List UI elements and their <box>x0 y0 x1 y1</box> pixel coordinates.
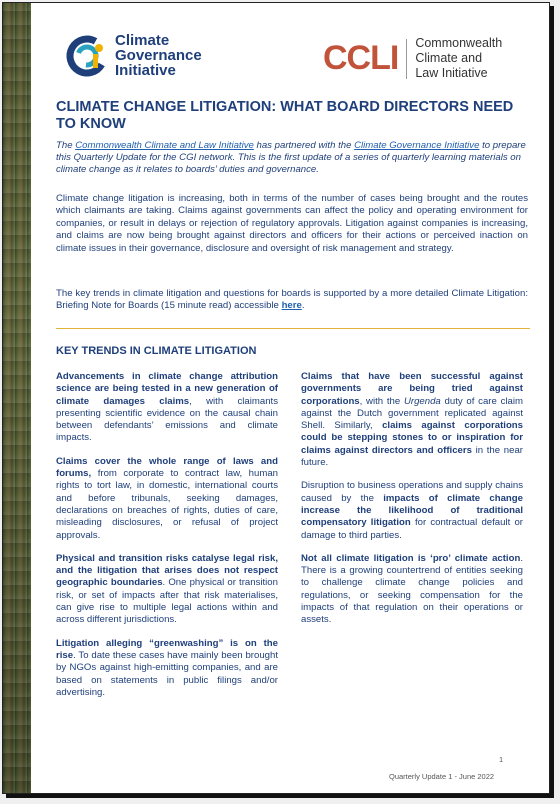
ccli-link[interactable]: Commonwealth Climate and Law Initiative <box>75 140 254 151</box>
cgi-logo[interactable] <box>65 33 202 78</box>
document-page <box>2 2 550 794</box>
trend-item-text: for contractual default or damage to third parties. <box>301 517 523 541</box>
ccli-logo-divider <box>406 39 407 79</box>
case-name: Urgenda <box>403 395 441 407</box>
trend-item-lead: Advancements in climate change attribution science are being tested in a new generation of climate damages claims <box>56 371 278 407</box>
body-paragraph-2 <box>56 288 528 313</box>
trend-item <box>301 371 523 469</box>
trend-item <box>301 480 523 541</box>
trend-item-text: from corporate to contract law, human rights to tort law, in domestic, international courts and before tribunals, seeking damages, declarations on breaches of rights, duties of care, misleading disclosures, or refusal of project approvals. <box>56 468 278 541</box>
section-divider <box>56 328 530 329</box>
section-heading: KEY TRENDS IN CLIMATE LITIGATION <box>56 345 257 357</box>
body-paragraph-2-text: The key trends in climate litigation and questions for boards is supported by a more detailed Climate Litigation: Briefing Note for Boards (15 minute read) accessible <box>56 288 528 312</box>
ccli-logo-line1: Commonwealth <box>415 36 503 50</box>
page-number: 1 <box>499 755 504 764</box>
trend-item-text: . To date these cases have mainly been brought by NGOs against high-emitting companies, and are based on statements in public filings and/or advertising. <box>56 649 278 698</box>
trend-item-text: , with the <box>359 395 404 407</box>
cgi-logo-line2: Governance <box>115 47 202 64</box>
trend-item-lead: Claims cover the whole range of laws and forums, <box>56 455 278 480</box>
cgi-logo-text <box>115 33 202 78</box>
trend-item-lead: Physical and transition risks catalyse legal risk, and the litigation that arises does not respect geographic boundaries <box>56 552 278 589</box>
trend-item-lead: Claims that have been successful against governments are being tried against corporations <box>301 371 523 407</box>
intro-text-1: The <box>56 140 76 151</box>
left-column <box>56 371 278 710</box>
trend-item-text: in the near future. <box>301 444 523 469</box>
page-footer: Quarterly Update 1 - June 2022 <box>389 772 495 781</box>
trend-item <box>301 553 523 627</box>
intro-paragraph <box>56 140 526 177</box>
trend-item <box>56 638 278 699</box>
trend-item-text: duty of care claim against the Dutch government replicated against Shell. Similarly, <box>301 395 523 432</box>
trend-item-text: . One physical or transition risk, or set of impacts after that risk materialises, can give rise to multiple legal actions within and across different jurisdictions. <box>56 577 278 626</box>
cgi-link[interactable]: Climate Governance Initiative <box>354 140 480 151</box>
body-paragraph-2-end: . <box>301 300 305 312</box>
trend-item-lead: Not all climate litigation is ‘pro’ climate action <box>301 552 521 564</box>
trend-item-emphasis: claims against corporations could be stepping stones to or inspiration for claims against directors and officers <box>301 420 524 456</box>
ccli-logo-line2: Climate and <box>415 51 483 65</box>
ccli-logo[interactable] <box>323 36 502 81</box>
trend-item-emphasis: impacts of climate change increase the likelihood of traditional compensatory litigation <box>301 492 523 529</box>
trend-item-text: . There is a growing countertrend of entities seeking to challenge climate change policies and regulations, or seeking compensation for the impacts of that regulation on their operations or assets. <box>301 552 523 626</box>
ccli-logo-line3: Law Initiative <box>415 66 488 80</box>
cgi-logo-icon <box>65 34 109 78</box>
trend-item-text: , with claimants presenting scientific evidence on the causal chain between defendants’ emissions and climate impacts. <box>56 395 278 444</box>
trend-item <box>56 456 278 542</box>
intro-text-2: has partnered with the <box>253 140 355 151</box>
cover-photo-strip <box>3 3 31 794</box>
trend-item <box>56 371 278 445</box>
trend-item-text: Disruption to business operations and supply chains caused by the <box>301 480 523 504</box>
trend-item-lead: Litigation alleging “greenwashing” is on the rise <box>56 637 278 661</box>
intro-text-3: to prepare this Quarterly Update for the CGI network. This is the first update of a series of quarterly learning materials on climate change as it relates to boards’ duties and governance. <box>56 140 526 176</box>
document-title: CLIMATE CHANGE LITIGATION: WHAT BOARD DIRECTORS NEED TO KNOW <box>56 99 514 132</box>
body-paragraph-1: Climate change litigation is increasing, both in terms of the number of cases being brought and the routes which claimants are taking. Claims against governments can affect the policy and operating environment for companies, or result in delays or rejection of regulatory approvals. Litigation against companies is increasing, and claims are now being brought against directors and officers for their actions or perceived inaction on climate issues in their governance, disclosure and oversight of risk management and strategy. <box>56 193 528 254</box>
cgi-logo-line1: Climate <box>115 32 170 49</box>
trend-item <box>56 553 278 627</box>
ccli-logo-text <box>415 36 502 81</box>
briefing-note-link[interactable]: here <box>281 300 302 312</box>
ccli-logo-mark: CCLI <box>323 39 399 77</box>
right-column <box>301 371 523 638</box>
cgi-logo-line3: Initiative <box>115 62 176 79</box>
